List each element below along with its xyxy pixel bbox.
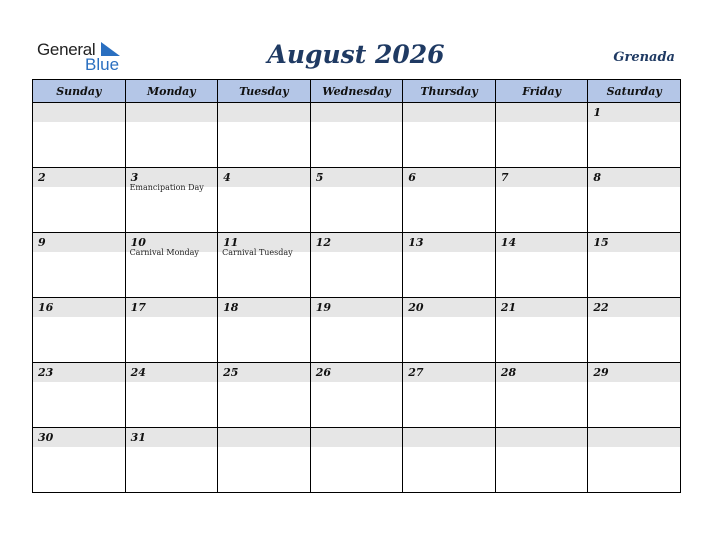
day-number: 25 bbox=[218, 363, 310, 382]
day-number bbox=[126, 103, 218, 122]
holiday-label: Emancipation Day bbox=[129, 183, 204, 192]
day-number: 3 bbox=[126, 168, 218, 187]
day-number: 29 bbox=[588, 363, 680, 382]
day-number bbox=[588, 428, 680, 447]
holiday-label: Carnival Monday bbox=[129, 248, 199, 257]
calendar-grid bbox=[32, 79, 681, 493]
week-row bbox=[33, 103, 681, 168]
week-row bbox=[33, 298, 681, 363]
day-cell bbox=[218, 298, 311, 363]
day-cell bbox=[495, 363, 588, 428]
day-cell bbox=[33, 233, 126, 298]
day-cell bbox=[33, 363, 126, 428]
day-number: 26 bbox=[311, 363, 403, 382]
weekday-header: Friday bbox=[495, 80, 588, 103]
day-number: 24 bbox=[126, 363, 218, 382]
country-name: Grenada bbox=[613, 50, 675, 65]
weekday-header: Sunday bbox=[33, 80, 126, 103]
day-cell bbox=[310, 363, 403, 428]
day-number bbox=[496, 103, 588, 122]
day-cell bbox=[125, 298, 218, 363]
day-number: 9 bbox=[33, 233, 125, 252]
day-cell bbox=[310, 233, 403, 298]
day-number: 22 bbox=[588, 298, 680, 317]
weekday-header: Monday bbox=[125, 80, 218, 103]
day-number: 23 bbox=[33, 363, 125, 382]
day-cell bbox=[403, 428, 496, 493]
weekday-header: Wednesday bbox=[310, 80, 403, 103]
day-number: 31 bbox=[126, 428, 218, 447]
day-cell bbox=[33, 298, 126, 363]
weekday-header: Saturday bbox=[588, 80, 681, 103]
day-cell bbox=[495, 428, 588, 493]
day-cell bbox=[403, 298, 496, 363]
day-cell bbox=[588, 428, 681, 493]
day-number: 20 bbox=[403, 298, 495, 317]
day-number: 18 bbox=[218, 298, 310, 317]
logo-text-general: General bbox=[37, 40, 96, 59]
day-cell bbox=[125, 233, 218, 298]
day-cell bbox=[588, 363, 681, 428]
day-cell bbox=[310, 428, 403, 493]
day-cell bbox=[310, 298, 403, 363]
day-cell bbox=[218, 428, 311, 493]
day-number: 4 bbox=[218, 168, 310, 187]
day-cell bbox=[588, 168, 681, 233]
day-cell bbox=[218, 168, 311, 233]
weekday-header: Tuesday bbox=[218, 80, 311, 103]
day-cell bbox=[495, 298, 588, 363]
day-cell bbox=[310, 168, 403, 233]
day-number: 19 bbox=[311, 298, 403, 317]
day-cell bbox=[125, 363, 218, 428]
day-cell bbox=[588, 103, 681, 168]
day-number: 1 bbox=[588, 103, 680, 122]
day-number bbox=[403, 428, 495, 447]
day-number bbox=[311, 103, 403, 122]
day-number: 17 bbox=[126, 298, 218, 317]
day-cell bbox=[495, 233, 588, 298]
logo-text-blue: Blue bbox=[85, 55, 120, 74]
day-cell bbox=[218, 103, 311, 168]
week-row bbox=[33, 363, 681, 428]
weekday-header-row bbox=[33, 80, 681, 103]
day-cell bbox=[310, 103, 403, 168]
day-cell bbox=[403, 233, 496, 298]
day-cell bbox=[403, 168, 496, 233]
day-cell bbox=[403, 103, 496, 168]
day-cell bbox=[495, 168, 588, 233]
day-cell bbox=[33, 168, 126, 233]
day-number: 30 bbox=[33, 428, 125, 447]
day-number: 8 bbox=[588, 168, 680, 187]
day-cell bbox=[33, 428, 126, 493]
day-number: 6 bbox=[403, 168, 495, 187]
day-cell bbox=[125, 103, 218, 168]
calendar-title: August 2026 bbox=[267, 40, 445, 69]
day-number bbox=[496, 428, 588, 447]
day-number: 12 bbox=[311, 233, 403, 252]
day-cell bbox=[218, 363, 311, 428]
day-cell bbox=[125, 168, 218, 233]
day-number: 7 bbox=[496, 168, 588, 187]
day-number: 11 bbox=[218, 233, 310, 252]
day-number: 15 bbox=[588, 233, 680, 252]
day-number bbox=[218, 103, 310, 122]
day-cell bbox=[495, 103, 588, 168]
day-number bbox=[403, 103, 495, 122]
day-cell bbox=[33, 103, 126, 168]
day-number: 13 bbox=[403, 233, 495, 252]
week-row bbox=[33, 428, 681, 493]
day-cell bbox=[588, 298, 681, 363]
day-number: 10 bbox=[126, 233, 218, 252]
day-number bbox=[311, 428, 403, 447]
day-number: 16 bbox=[33, 298, 125, 317]
week-row bbox=[33, 168, 681, 233]
day-number: 28 bbox=[496, 363, 588, 382]
day-number: 21 bbox=[496, 298, 588, 317]
day-number: 14 bbox=[496, 233, 588, 252]
day-cell bbox=[588, 233, 681, 298]
day-cell bbox=[403, 363, 496, 428]
day-number: 2 bbox=[33, 168, 125, 187]
day-number: 27 bbox=[403, 363, 495, 382]
day-cell bbox=[218, 233, 311, 298]
day-number bbox=[33, 103, 125, 122]
day-number bbox=[218, 428, 310, 447]
holiday-label: Carnival Tuesday bbox=[222, 248, 293, 257]
day-cell bbox=[125, 428, 218, 493]
weekday-header: Thursday bbox=[403, 80, 496, 103]
day-number: 5 bbox=[311, 168, 403, 187]
week-row bbox=[33, 233, 681, 298]
